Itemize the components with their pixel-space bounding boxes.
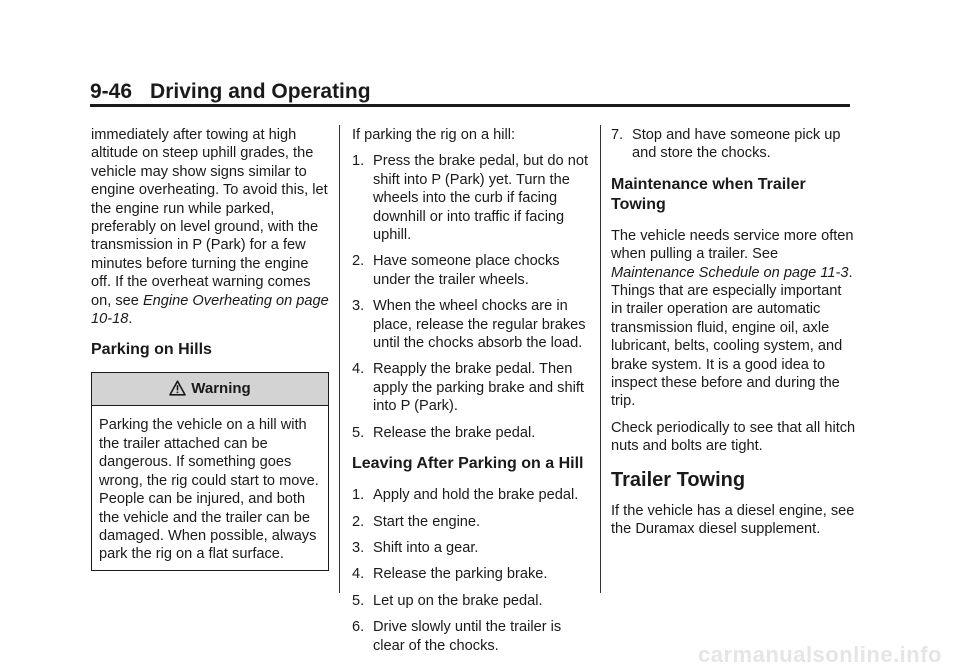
list-item: 2. Start the engine. bbox=[352, 513, 481, 530]
heading-leaving-after-parking: Leaving After Parking on a Hill bbox=[352, 455, 584, 473]
hill-parking-steps bbox=[352, 152, 592, 442]
column-divider-1 bbox=[339, 125, 340, 593]
list-item: 6. Drive slowly until the trailer is clear of the chocks. bbox=[352, 619, 562, 654]
watermark: carmanualsonline.info bbox=[698, 642, 942, 667]
section-title: Driving and Operating bbox=[150, 80, 371, 103]
column-3 bbox=[611, 126, 856, 547]
header-rule bbox=[90, 104, 850, 107]
warning-title: Warning bbox=[191, 380, 251, 398]
hill-parking-intro: If parking the rig on a hill: bbox=[352, 127, 516, 143]
intro-paragraph: immediately after towing at high altitude on steep uphill grades, the vehicle may show signs similar to engine overheating. To avoid this, let the engine run while parked, preferably on level ground, with the transmission in P (Park) for a few minutes before turning the engine off. If the overheat warning comes on, see Engine Overheating on page 10-18. bbox=[91, 127, 329, 328]
list-item: 1. Apply and hold the brake pedal. bbox=[352, 487, 579, 504]
page-number: 9-46 bbox=[90, 80, 133, 103]
heading-trailer-towing: Trailer Towing bbox=[611, 468, 746, 491]
list-item: 4. Release the parking brake. bbox=[352, 566, 548, 583]
warning-header bbox=[92, 373, 328, 406]
warning-icon bbox=[169, 380, 186, 396]
leaving-steps-continued bbox=[611, 126, 856, 163]
engine-overheating-reference[interactable]: Engine Overheating on page 10-18 bbox=[91, 292, 329, 328]
page-header bbox=[90, 80, 371, 104]
maintenance-paragraph: The vehicle needs service more often when pulling a trailer. See Maintenance Schedule on page 11-3. Things that are especially important in trailer operation are automatic transmission fluid, engine oil, axle lubricant, belts, cooling system, and brake system. It is a good idea to inspect these before and during the trip. bbox=[611, 227, 854, 410]
list-item: 4. Reapply the brake pedal. Then apply the parking brake and shift into P (Park). bbox=[352, 361, 584, 415]
list-item: 2. Have someone place chocks under the trailer wheels. bbox=[352, 253, 560, 288]
hitch-check-paragraph: Check periodically to see that all hitch nuts and bolts are tight. bbox=[611, 419, 856, 455]
heading-maintenance-trailer-towing: Maintenance when Trailer Towing bbox=[611, 175, 806, 213]
warning-box bbox=[91, 372, 329, 570]
list-item: 5. Let up on the brake pedal. bbox=[352, 592, 543, 609]
heading-parking-on-hills: Parking on Hills bbox=[91, 341, 212, 359]
column-divider-2 bbox=[600, 125, 601, 593]
leaving-steps bbox=[352, 486, 592, 655]
column-2 bbox=[352, 126, 592, 663]
diesel-paragraph: If the vehicle has a diesel engine, see the Duramax diesel supplement. bbox=[611, 502, 855, 538]
list-item: 1. Press the brake pedal, but do not shift into P (Park) yet. Turn the wheels into the curb if facing downhill or into traffic if facing uphill. bbox=[352, 153, 588, 244]
list-item: 3. Shift into a gear. bbox=[352, 539, 479, 556]
list-item: 5. Release the brake pedal. bbox=[352, 424, 536, 441]
list-item: 3. When the wheel chocks are in place, release the regular brakes until the chocks absorb the load. bbox=[352, 298, 586, 352]
maintenance-schedule-reference[interactable]: Maintenance Schedule on page 11-3 bbox=[611, 264, 849, 281]
warning-body: Parking the vehicle on a hill with the trailer attached can be dangerous. If something goes wrong, the rig could start to move. People can be injured, and both the vehicle and the trailer can be damaged. When possible, always park the rig on a flat surface. bbox=[99, 417, 319, 563]
list-item: 7. Stop and have someone pick up and store the chocks. bbox=[611, 127, 841, 162]
column-1 bbox=[91, 126, 331, 571]
